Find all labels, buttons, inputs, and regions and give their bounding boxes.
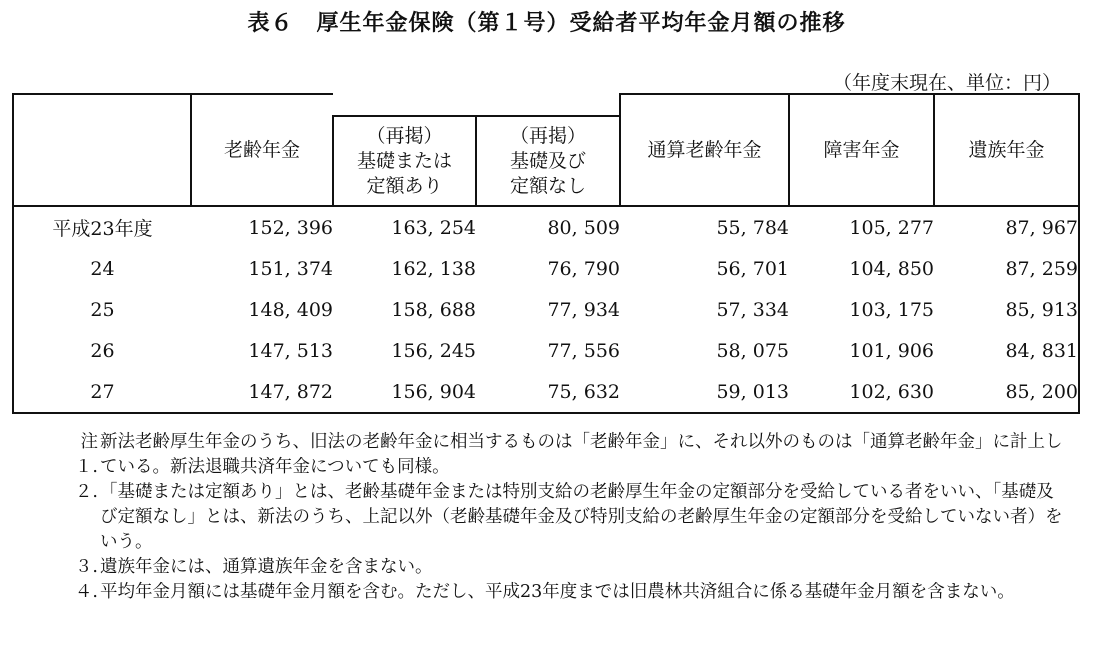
header-disability: 障害年金: [789, 94, 934, 206]
header-year: [13, 94, 191, 206]
notes: [60, 430, 1070, 605]
note-item: ２. 「基礎または定額あり」とは、老齢基礎年金または特別支給の老齢厚生年金の定額部分を受給している者をいい、「基礎及び定額なし」とは、新法のうち、上記以外（老齢基礎年金及び特別支給の老齢厚生年金の定額部分を受給していない者）をいう。: [74, 482, 1063, 552]
header-fixed-yes: （再掲） 基礎または 定額あり: [333, 116, 476, 206]
table-row: 25 148, 409 158, 688 77, 934 57, 334 103, 175 85, 913: [90, 298, 1078, 321]
unit-label: （年度末現在、単位：円）: [832, 72, 1061, 94]
table-row: 27 147, 872 156, 904 75, 632 59, 013 102, 630 85, 200: [90, 380, 1078, 403]
note-item: 注１. 新法老齢厚生年金のうち、旧法の老齢年金に相当するものは「老齢年金」に、それ以外のものは「通算老齢年金」に計上している。新法退職共済年金についても同様。: [74, 432, 1063, 477]
note-item: ４. 平均年金月額には基礎年金月額を含む。ただし、平成23年度までは旧農林共済組合に係る基礎年金月額を含まない。: [74, 582, 1015, 602]
pension-table: [12, 93, 1080, 414]
table-title: 表６ 厚生年金保険（第１号）受給者平均年金月額の推移: [247, 11, 846, 36]
note-item: ３. 遺族年金には、通算遺族年金を含まない。: [74, 557, 433, 577]
header-tsusan: 通算老齢年金: [620, 94, 789, 206]
table-row: 26 147, 513 156, 245 77, 556 58, 075 101, 906 84, 831: [90, 339, 1078, 362]
table-row: 24 151, 374 162, 138 76, 790 56, 701 104, 850 87, 259: [90, 257, 1078, 280]
header-fixed-no: （再掲） 基礎及び 定額なし: [476, 116, 620, 206]
header-survivor: 遺族年金: [934, 94, 1079, 206]
table-row: 平成23年度 152, 396 163, 254 80, 509 55, 784 105, 277 87, 967: [52, 216, 1078, 240]
table-header: [13, 94, 1079, 206]
header-old-age: 老齢年金: [191, 94, 333, 206]
table-body: [13, 206, 1079, 413]
